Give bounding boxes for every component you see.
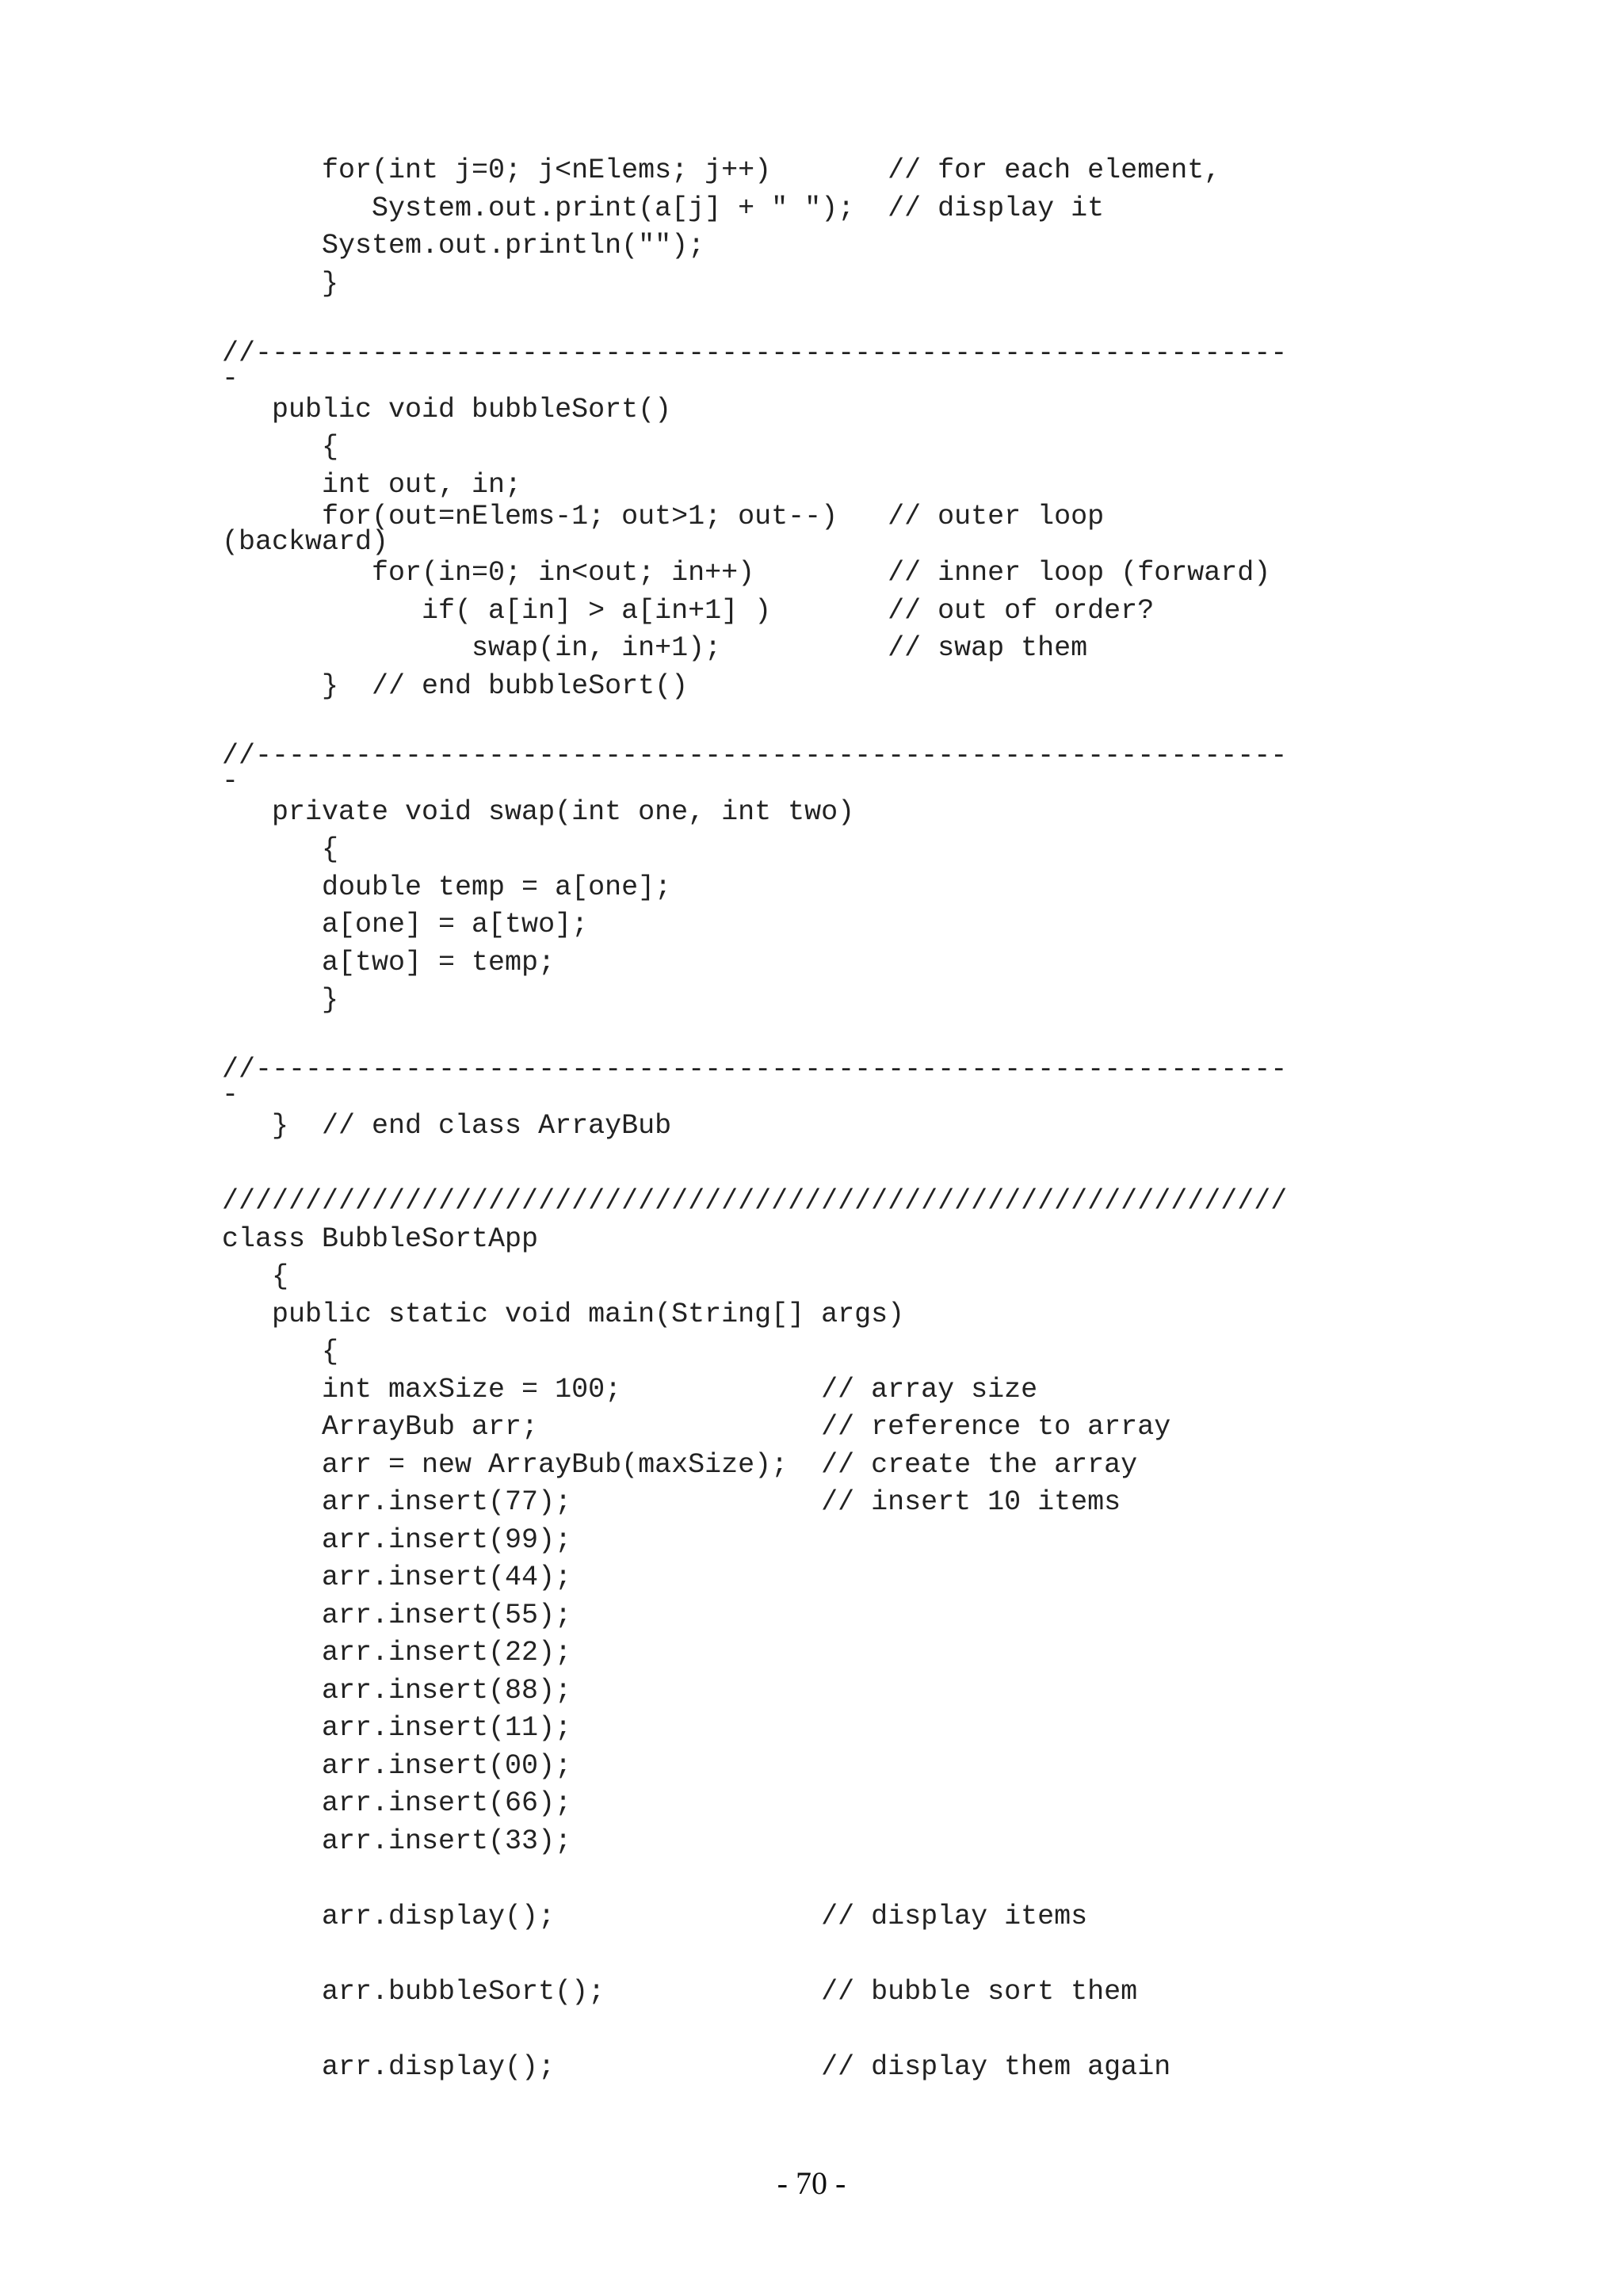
- code-line: ArrayBub arr; // reference to array: [222, 1411, 1171, 1443]
- code-line: arr.insert(99);: [222, 1524, 572, 1556]
- code-line: } // end bubbleSort(): [222, 669, 689, 702]
- code-line: [222, 1020, 1585, 1058]
- code-line: for(in=0; in<out; in++) // inner loop (forward): [222, 557, 1271, 589]
- code-line: swap(in, in+1); // swap them: [222, 632, 1088, 664]
- code-line: {: [222, 431, 339, 463]
- code-line: int maxSize = 100; // array size: [222, 1373, 1038, 1405]
- code-line: arr.insert(00);: [222, 1749, 572, 1782]
- code-line: [222, 1860, 1585, 1898]
- code-line: {: [222, 833, 339, 865]
- code-line: arr.insert(77); // insert 10 items: [222, 1486, 1121, 1518]
- code-line: arr.bubbleSort(); // bubble sort them: [222, 1975, 1138, 2008]
- code-line: arr.display(); // display them again: [222, 2050, 1171, 2083]
- code-slash-separator: ////////////////////////////////////////////////////////////////: [222, 1185, 1288, 1217]
- code-line: System.out.print(a[j] + " "); // display it: [222, 192, 1105, 224]
- code-line: arr.insert(55);: [222, 1599, 572, 1631]
- code-line: arr.display(); // display items: [222, 1900, 1088, 1932]
- code-listing: [222, 152, 1585, 2086]
- code-line: a[one] = a[two];: [222, 909, 589, 940]
- code-line: [222, 1146, 1585, 1184]
- page-number: - 70 -: [777, 2165, 846, 2201]
- code-line: private void swap(int one, int two): [222, 795, 855, 828]
- code-line: public static void main(String[] args): [222, 1298, 905, 1330]
- code-line: int out, in;: [222, 468, 522, 501]
- code-line: a[two] = temp;: [222, 946, 556, 978]
- code-separator-wrap: -: [222, 1079, 239, 1111]
- code-line: }: [222, 267, 339, 299]
- code-line: arr.insert(33);: [222, 1825, 572, 1857]
- code-line: for(int j=0; j<nElems; j++) // for each element,: [222, 154, 1221, 186]
- code-line: arr.insert(66);: [222, 1787, 572, 1819]
- code-line: {: [222, 1336, 339, 1367]
- code-line: arr.insert(44);: [222, 1562, 572, 1593]
- code-separator: //--------------------------------------------------------------: [222, 739, 1288, 772]
- code-line: arr.insert(22);: [222, 1637, 572, 1669]
- code-line: arr.insert(11);: [222, 1712, 572, 1744]
- code-line: arr = new ArrayBub(maxSize); // create the array: [222, 1448, 1138, 1481]
- code-line: class BubbleSortApp: [222, 1222, 539, 1255]
- code-line: [222, 303, 1585, 341]
- code-separator: //--------------------------------------------------------------: [222, 1054, 1288, 1085]
- code-line-wrap: (backward): [222, 526, 389, 558]
- code-line: [222, 705, 1585, 743]
- code-line: [222, 1936, 1585, 1974]
- code-separator-wrap: -: [222, 765, 239, 797]
- code-separator-wrap: -: [222, 362, 239, 395]
- code-line: {: [222, 1261, 289, 1292]
- code-separator: //--------------------------------------------------------------: [222, 337, 1288, 369]
- code-line: System.out.println("");: [222, 230, 705, 261]
- code-line: [222, 2011, 1585, 2049]
- code-line: arr.insert(88);: [222, 1674, 572, 1707]
- code-line: double temp = a[one];: [222, 871, 672, 903]
- code-line: public void bubbleSort(): [222, 393, 672, 425]
- code-line: } // end class ArrayBub: [222, 1110, 672, 1142]
- code-line: if( a[in] > a[in+1] ) // out of order?: [222, 594, 1155, 627]
- code-line: for(out=nElems-1; out>1; out--) // outer loop: [222, 501, 1105, 532]
- code-line: }: [222, 984, 339, 1016]
